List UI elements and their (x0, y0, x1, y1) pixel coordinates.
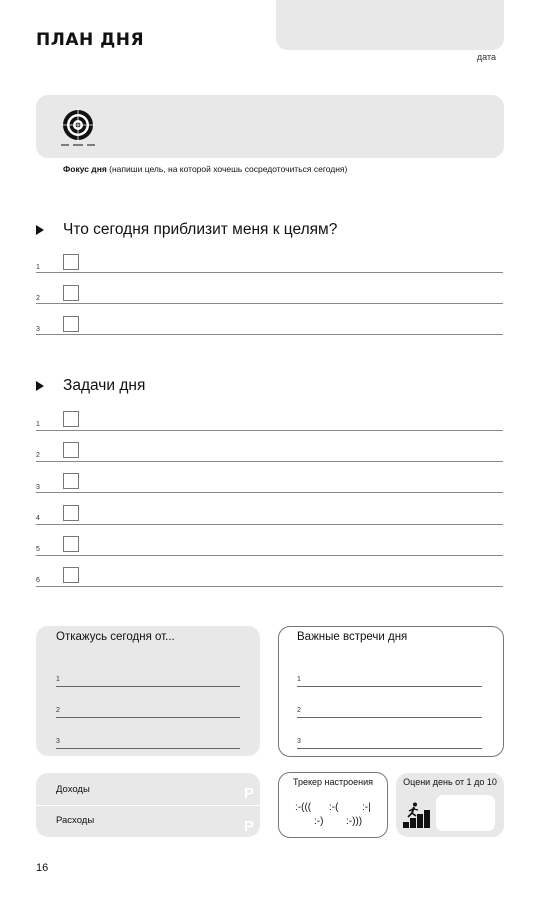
rating-input-box[interactable] (436, 795, 495, 831)
task-row-number: 1 (36, 421, 40, 428)
goal-checkbox-3[interactable] (63, 316, 79, 332)
goal-line-2[interactable] (36, 303, 503, 304)
mood-option-very-sad[interactable]: :-((( (295, 802, 312, 813)
income-label: Доходы (56, 784, 90, 795)
task-row-number: 4 (36, 515, 40, 522)
focus-input-box[interactable] (36, 95, 504, 158)
stairs-climber-icon (402, 802, 430, 828)
goal-line-1[interactable] (36, 272, 503, 273)
refuse-line-3[interactable] (56, 748, 240, 749)
meeting-row-number: 3 (297, 738, 301, 745)
meetings-panel (278, 626, 504, 757)
date-field-box[interactable] (276, 0, 504, 50)
task-line-1[interactable] (36, 430, 503, 431)
mood-option-sad[interactable]: :-( (329, 802, 339, 813)
refuse-line-2[interactable] (56, 717, 240, 718)
meetings-panel-title: Важные встречи дня (297, 631, 408, 643)
goals-bullet-arrow-icon (36, 225, 44, 235)
task-checkbox-6[interactable] (63, 567, 79, 583)
task-line-6[interactable] (36, 586, 503, 587)
task-checkbox-1[interactable] (63, 411, 79, 427)
task-checkbox-4[interactable] (63, 505, 79, 521)
refuse-panel-title: Откажусь сегодня от... (56, 631, 175, 643)
task-checkbox-5[interactable] (63, 536, 79, 552)
meeting-line-3[interactable] (297, 748, 482, 749)
goal-checkbox-1[interactable] (63, 254, 79, 270)
focus-caption (63, 164, 347, 174)
task-line-3[interactable] (36, 492, 503, 493)
task-line-2[interactable] (36, 461, 503, 462)
income-ruble-icon: Р (244, 785, 255, 802)
tasks-bullet-arrow-icon (36, 381, 44, 391)
rating-title: Оцени день от 1 до 10 (403, 777, 497, 787)
mood-option-happy[interactable]: :-) (314, 816, 324, 827)
meeting-row-number: 2 (297, 707, 301, 714)
meeting-line-2[interactable] (297, 717, 482, 718)
task-line-4[interactable] (36, 524, 503, 525)
target-icon (61, 108, 97, 148)
focus-caption-rest: (напиши цель, на которой хочешь сосредоточиться сегодня) (106, 164, 348, 174)
refuse-row-number: 1 (56, 676, 60, 683)
mood-tracker-title: Трекер настроения (292, 777, 374, 787)
expense-label: Расходы (56, 815, 95, 826)
page-number: 16 (36, 862, 49, 874)
refuse-row-number: 2 (56, 707, 60, 714)
goal-row-number: 3 (36, 326, 40, 333)
refuse-row-number: 3 (56, 738, 60, 745)
tasks-section-title: Задачи дня (63, 377, 146, 394)
focus-caption-bold: Фокус дня (63, 164, 107, 174)
finance-divider (36, 805, 260, 806)
task-row-number: 3 (36, 484, 40, 491)
mood-option-very-happy[interactable]: :-))) (346, 816, 363, 827)
task-row-number: 5 (36, 546, 40, 553)
task-checkbox-2[interactable] (63, 442, 79, 458)
refuse-panel (36, 626, 260, 756)
task-row-number: 6 (36, 577, 40, 584)
page-title: ПЛАН ДНЯ (36, 30, 145, 50)
mood-option-neutral[interactable]: :-| (362, 802, 371, 813)
goal-checkbox-2[interactable] (63, 285, 79, 301)
meeting-line-1[interactable] (297, 686, 482, 687)
date-label: дата (476, 52, 496, 62)
goals-section-title: Что сегодня приблизит меня к целям? (63, 221, 338, 238)
refuse-line-1[interactable] (56, 686, 240, 687)
goal-row-number: 2 (36, 295, 40, 302)
goal-line-3[interactable] (36, 334, 503, 335)
task-row-number: 2 (36, 452, 40, 459)
meeting-row-number: 1 (297, 676, 301, 683)
task-checkbox-3[interactable] (63, 473, 79, 489)
goal-row-number: 1 (36, 264, 40, 271)
task-line-5[interactable] (36, 555, 503, 556)
expense-ruble-icon: Р (244, 818, 255, 835)
